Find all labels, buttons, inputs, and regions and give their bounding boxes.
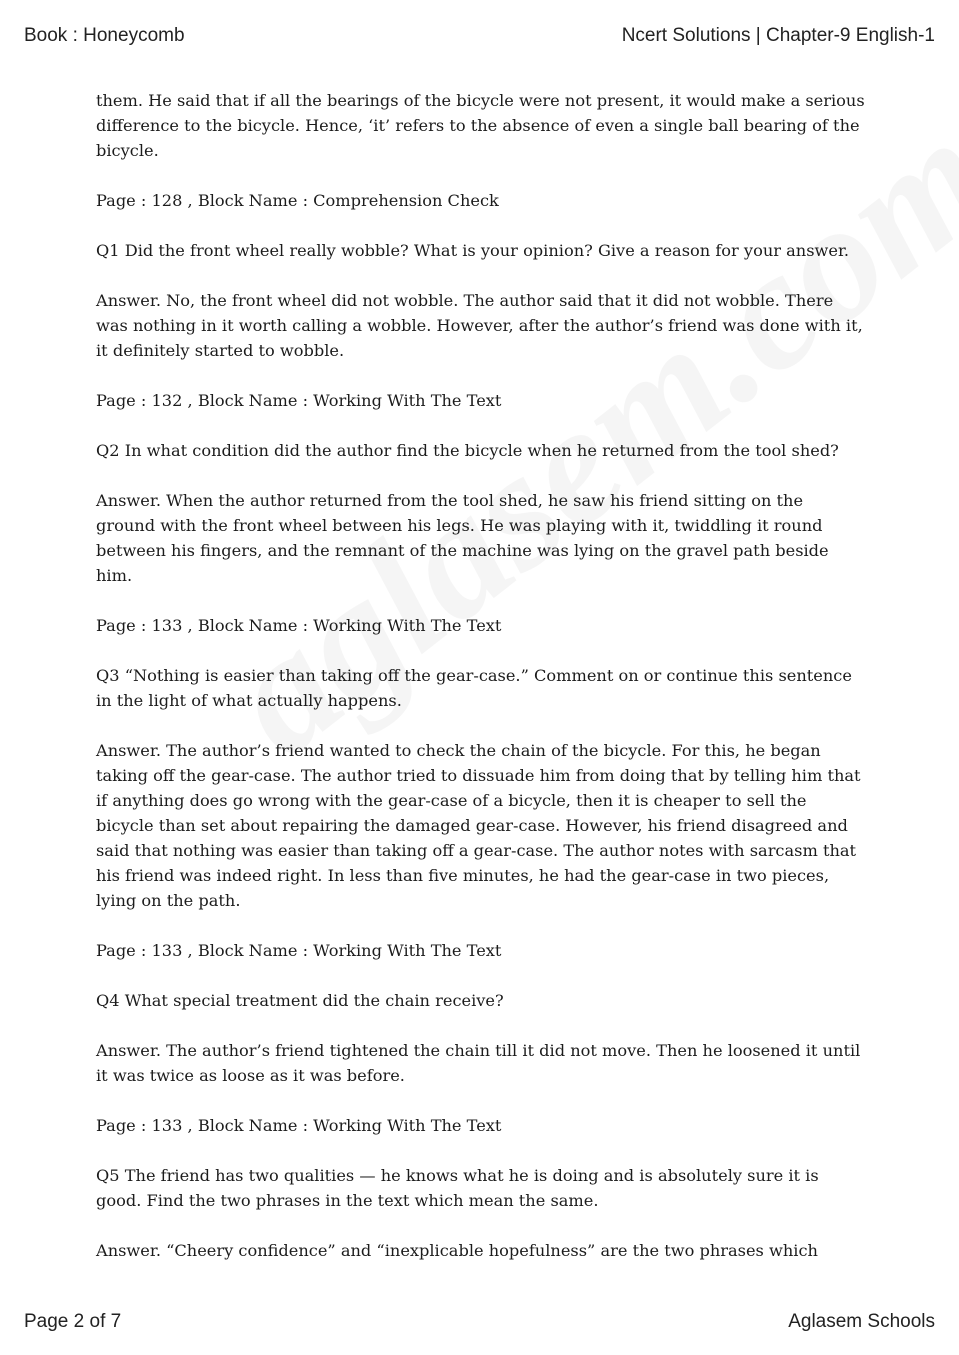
page-block-label: Page : 133 , Block Name : Working With The Text [96, 1116, 502, 1135]
answer-1: Answer. No, the front wheel did not wobble. The author said that it did not wobble. There was nothing in it worth calling a wobble. However, after the author’s friend was done with it, it definitely started to wobble. [96, 291, 863, 360]
book-title: Book : Honeycomb [24, 25, 185, 46]
question-1: Q1 Did the front wheel really wobble? What is your opinion? Give a reason for your answer. [96, 241, 850, 260]
question-4: Q4 What special treatment did the chain receive? [96, 991, 504, 1010]
page-block-label: Page : 133 , Block Name : Working With The Text [96, 616, 502, 635]
page-number: Page 2 of 7 [24, 1311, 122, 1332]
page-footer [24, 1309, 935, 1335]
publisher-name: Aglasem Schools [788, 1311, 935, 1332]
paragraph-continuation: them. He said that if all the bearings of the bicycle were not present, it would make a serious difference to the bicycle. Hence, ‘it’ refers to the absence of even a single ball bearing of the bicycle. [96, 91, 865, 160]
answer-4: Answer. The author’s friend tightened the chain till it did not move. Then he loosened it until it was twice as loose as it was before. [96, 1041, 861, 1085]
question-5: Q5 The friend has two qualities — he knows what he is doing and is absolutely sure it is good. Find the two phrases in the text which mean the same. [96, 1166, 819, 1210]
question-2: Q2 In what condition did the author find the bicycle when he returned from the tool shed? [96, 441, 839, 460]
document-title: Ncert Solutions | Chapter-9 English-1 [621, 25, 935, 46]
document-body [96, 88, 866, 1288]
answer-2: Answer. When the author returned from the tool shed, he saw his friend sitting on the ground with the front wheel between his legs. He was playing with it, twiddling it round between his fingers, and the remnant of the machine was lying on the gravel path beside him. [96, 491, 829, 585]
page-block-label: Page : 133 , Block Name : Working With The Text [96, 941, 502, 960]
page-header [24, 23, 935, 49]
page-block-label: Page : 132 , Block Name : Working With The Text [96, 391, 502, 410]
page-block-label: Page : 128 , Block Name : Comprehension Check [96, 191, 499, 210]
answer-5: Answer. “Cheery confidence” and “inexplicable hopefulness” are the two phrases which [96, 1241, 818, 1260]
answer-3: Answer. The author’s friend wanted to check the chain of the bicycle. For this, he began taking off the gear-case. The author tried to dissuade him from doing that by telling him that if anything does go wrong with the gear-case of a bicycle, then it is cheaper to sell the bicycle than set about repairing the damaged gear-case. However, his friend disagreed and said that nothing was easier than taking off a gear-case. The author notes with sarcasm that his friend was indeed right. In less than five minutes, he had the gear-case in two pieces, lying on the path. [96, 741, 861, 910]
question-3: Q3 “Nothing is easier than taking off the gear-case.” Comment on or continue this sentence in the light of what actually happens. [96, 666, 852, 710]
